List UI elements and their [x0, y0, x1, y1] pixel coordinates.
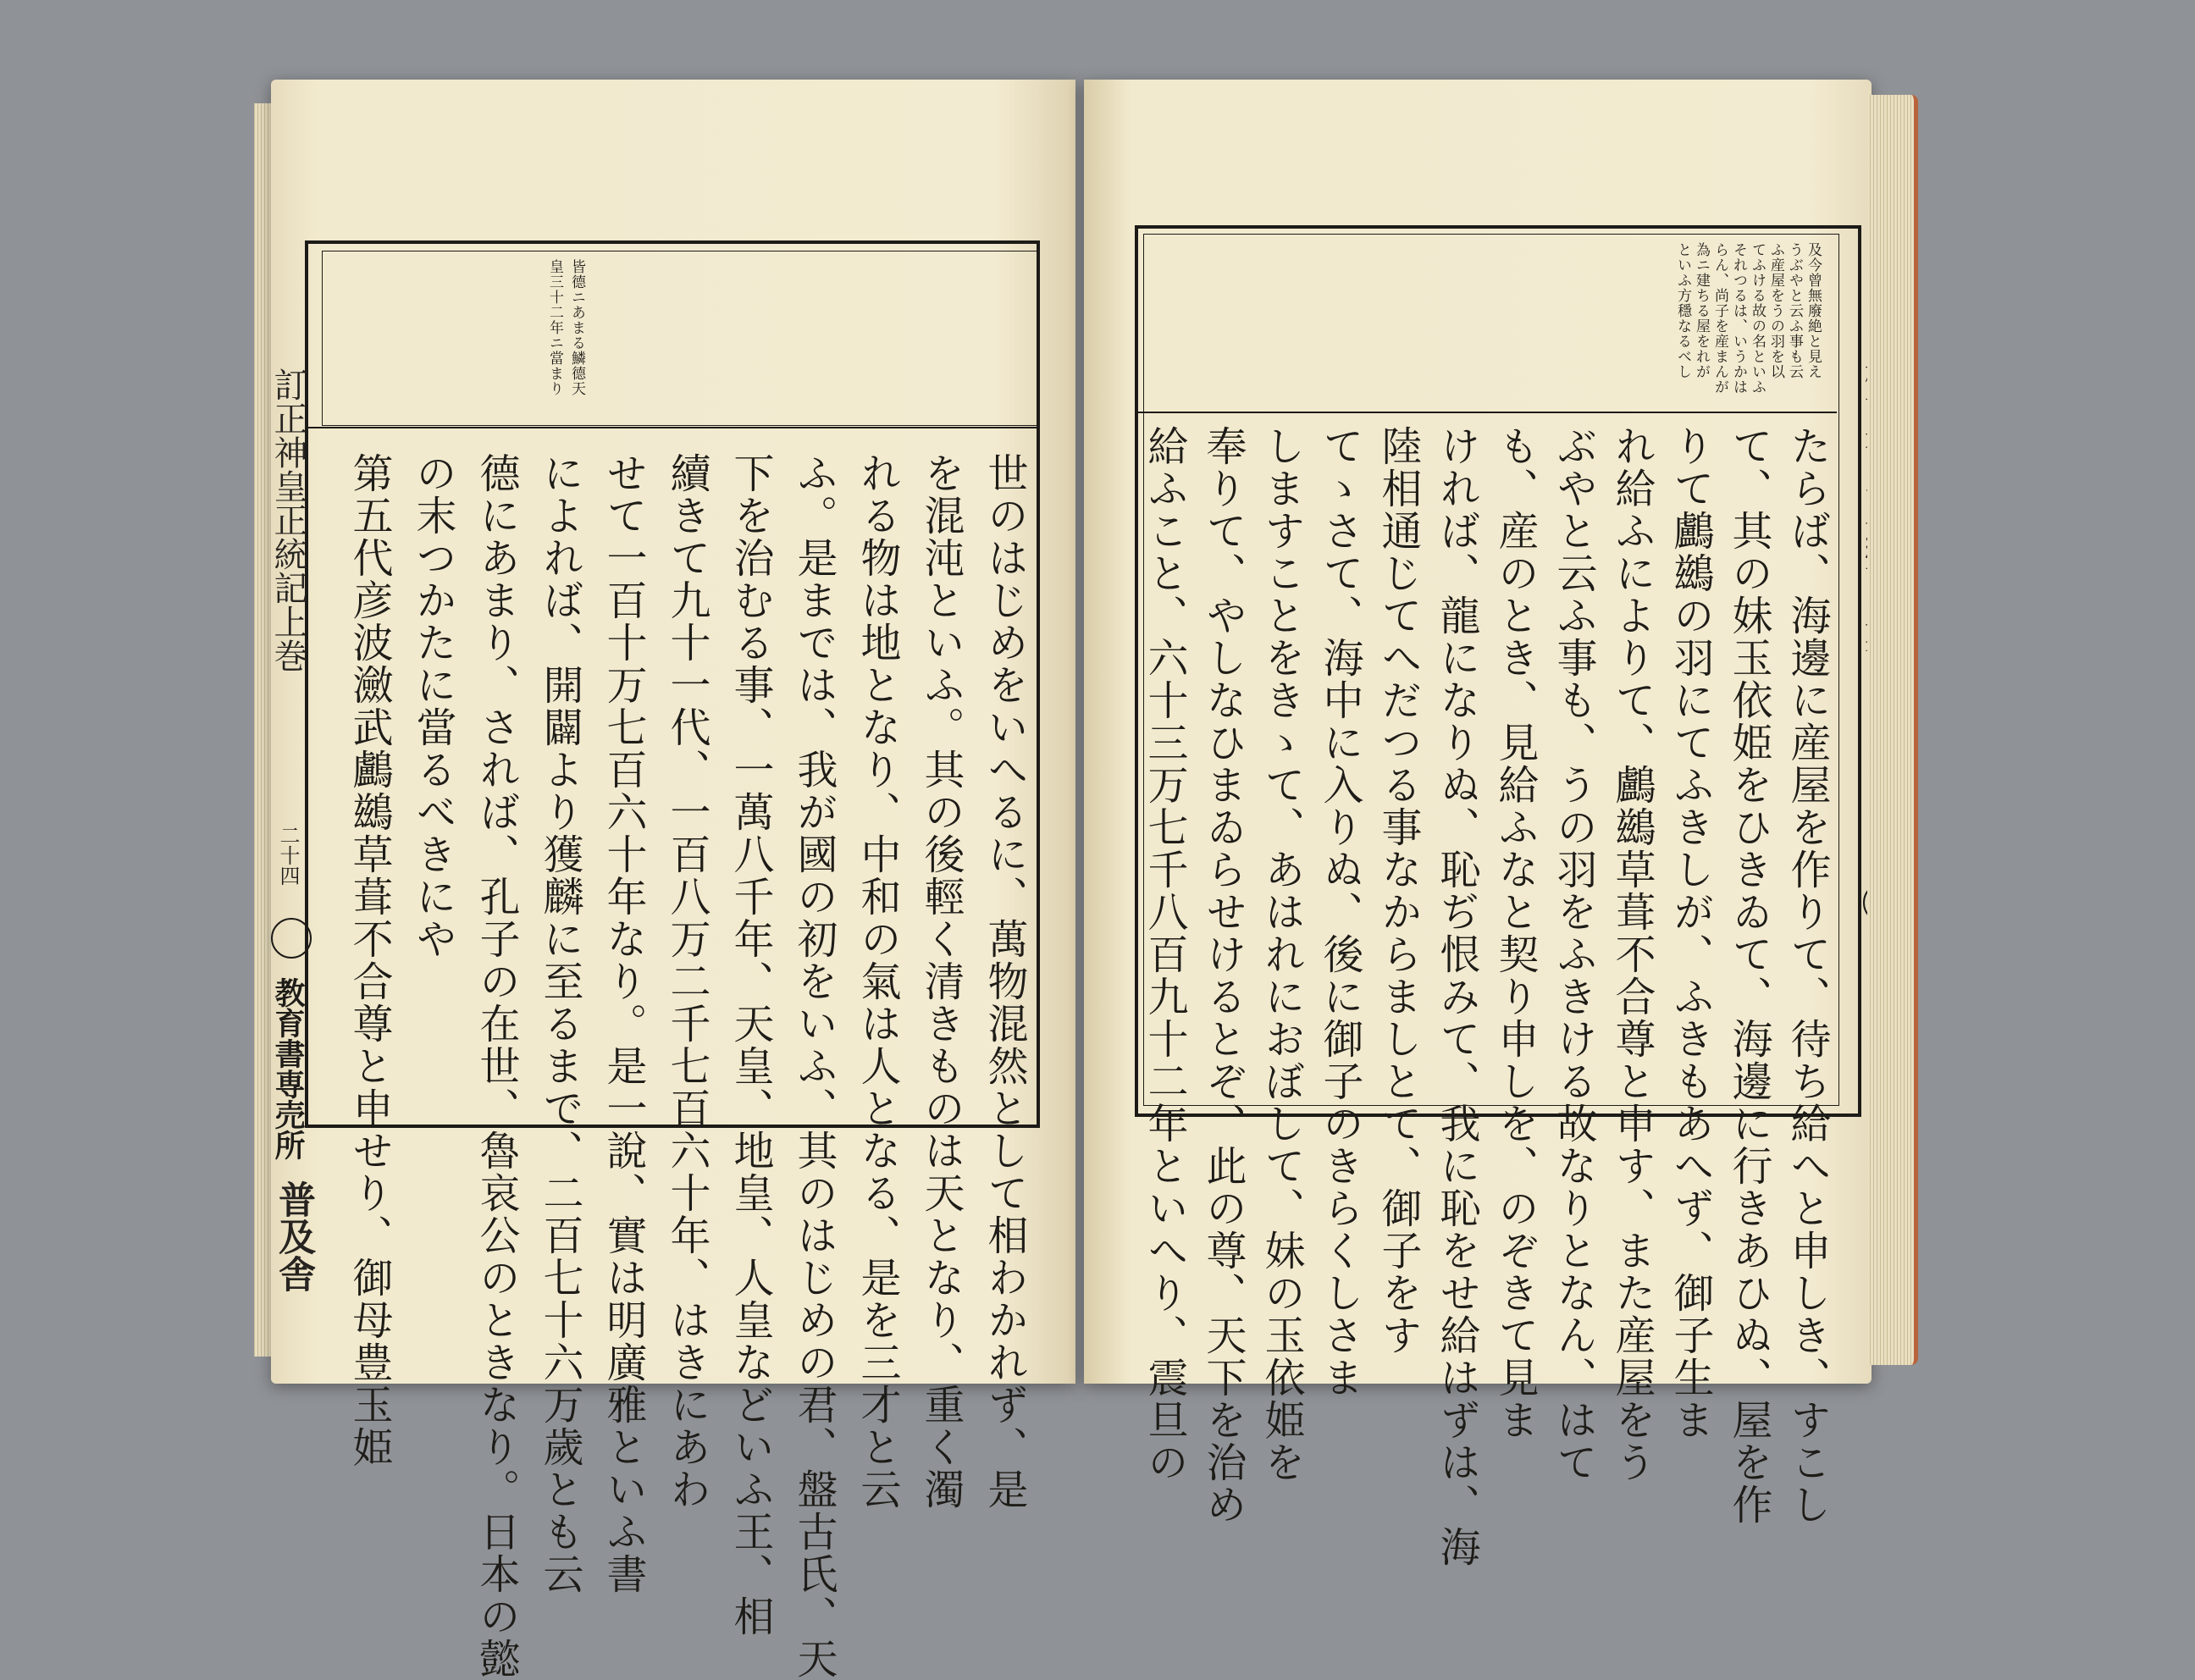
text-column: てゝさて、海中に入りぬ、後に御子のきらくしさま [1316, 425, 1363, 1399]
text-column: 給ふこと、六十三万七千八百九十二年といへり、震旦の [1141, 425, 1188, 1484]
right-page-edges [1867, 95, 1918, 1365]
left-page [268, 80, 1075, 1680]
headnote-line: 皇三十二年ニ當まり [546, 259, 563, 396]
headnote-line: といふ方穩なるべし [1674, 242, 1691, 379]
text-column: しますことをきゝて、あはれにおぼして、妹の玉依姫を [1258, 425, 1305, 1484]
text-column: て、其の妹玉依姫をひきゐて、海邊に行きあひぬ、屋を作 [1725, 425, 1772, 1526]
text-column: 世のはじめをいへるに、萬物混然として相わかれず、是 [981, 452, 1028, 1511]
right-page [1084, 80, 1872, 1568]
text-column: によれば、開闢より獲麟に至るまで、二百七十六万歲とも云 [536, 452, 583, 1595]
left-seal-text: 普及舎 [272, 1180, 315, 1292]
text-column: ふ。是までは、我が國の初をいふ、其のはじめの君、盤古氏、天 [790, 452, 838, 1680]
left-publisher: 教育書専売所 [270, 977, 306, 1160]
headnote-line: うぶやと云ふ事も云 [1786, 242, 1803, 379]
left-folio: 二十四 [276, 825, 300, 886]
headnote-line: 為ニ建ちる屋をれが [1693, 242, 1710, 379]
book-spread [254, 69, 1914, 1680]
left-margin-title: 訂正神皇正統記上巻 [268, 368, 307, 672]
text-column: 第五代彦波瀲武鸕鷀草葺不合尊と申せり、御母豊玉姫 [346, 452, 393, 1468]
text-column: を混沌といふ。其の後輕く清きものは天となり、重く濁 [917, 452, 965, 1511]
text-column: せて一百十万七百六十年なり。是一說、實は明廣雅といふ書 [600, 452, 647, 1595]
text-column: りて鸕鷀の羽にてふきしが、ふきもあへず、御子生ま [1667, 425, 1714, 1441]
headnote-line: 皆德ニあまる鱗德天 [568, 259, 585, 396]
left-margin-circle [271, 918, 312, 959]
text-column: 奉りて、やしなひまゐらせけるとぞ、此の尊、天下を治め [1199, 425, 1247, 1526]
text-column: の末つかたに當るべきにや [409, 452, 456, 960]
text-column: たらば、海邊に産屋を作りて、待ち給へと申しき、すこし [1783, 425, 1831, 1526]
text-column: ぶやと云ふ事も、うの羽をふきける故なりとなん、はて [1550, 425, 1597, 1484]
headnote-line: 及今曾無廢絶と見え [1805, 242, 1822, 379]
left-headnote-rule [308, 427, 1037, 428]
text-column: れる物は地となり、中和の氣は人となる、是を三才と云 [854, 452, 901, 1511]
left-headnote-box [322, 251, 1039, 426]
headnote-line: らん、尚子を産まんが [1711, 242, 1728, 395]
text-column: ければ、龍になりぬ、恥ぢ恨みて、我に恥をせ給はずは、海 [1433, 425, 1480, 1568]
text-column: 陸相通じてへだつる事なからましとて、御子をす [1374, 425, 1422, 1357]
text-column: 德にあまり、されば、孔子の在世、魯哀公のときなり。日本の懿 [473, 452, 520, 1680]
headnote-line: ふ産屋をうの羽を以 [1767, 242, 1784, 379]
headnote-line: てふける故の名といふ [1749, 242, 1766, 395]
text-column: れ給ふによりて、鸕鷀草葺不合尊と申す、また産屋をう [1608, 425, 1656, 1484]
text-column: も、産のとき、見給ふなと契り申しを、のぞきて見ま [1491, 425, 1539, 1441]
text-column: 續きて九十一代、一百八万二千七百六十年、はきにあわ [663, 452, 710, 1511]
text-column: 下を治むる事、一萬八千年、天皇、地皇、人皇などいふ王、相 [727, 452, 774, 1638]
headnote-line: それつるは、いうかは [1730, 242, 1747, 395]
